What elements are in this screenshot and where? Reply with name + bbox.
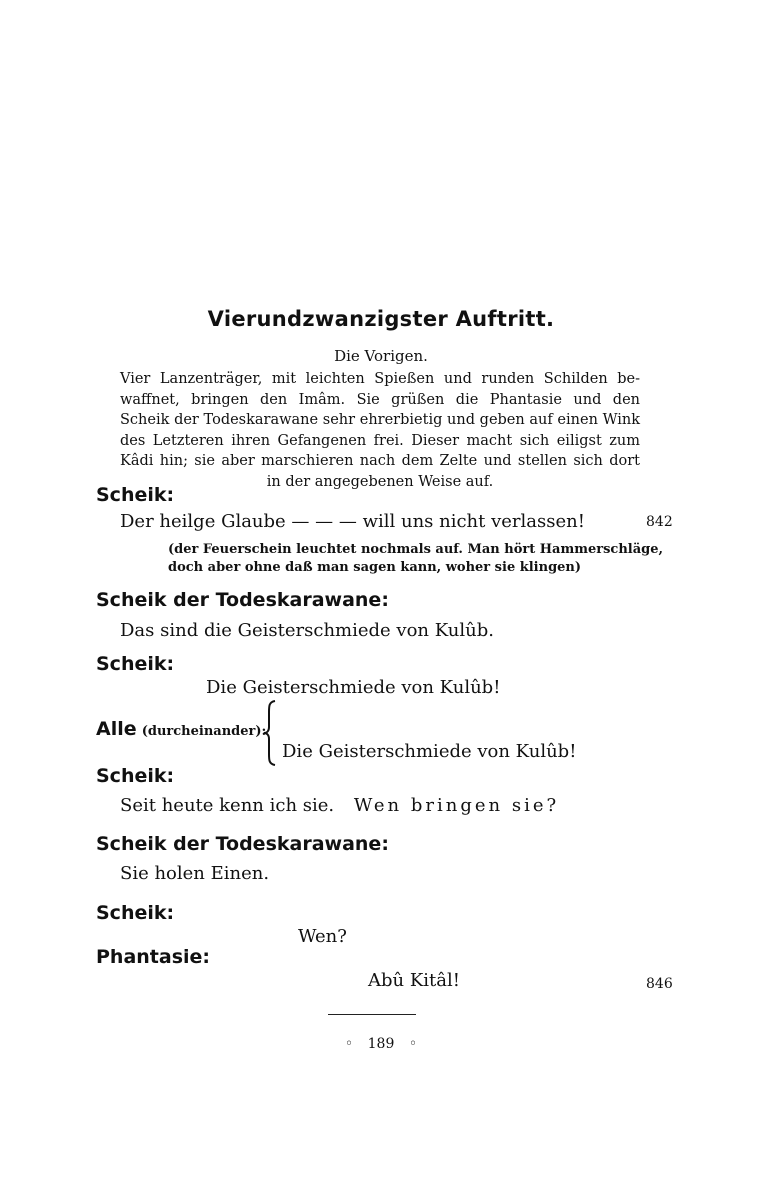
line-number: 842 [646, 514, 673, 530]
stage-direction-inline: doch aber ohne daß man sagen kann, woher sie klingen) [168, 560, 582, 575]
stage-direction-line: Vier Lanzenträger, mit leichten Spießen und runden Schilden be- [120, 371, 640, 387]
page-number-value: 189 [367, 1036, 395, 1052]
speaker-label: Scheik: [96, 653, 175, 675]
speaker-label: Scheik der Todeskarawane: [96, 589, 389, 611]
verse-line: Die Geisterschmiede von Kulûb! [206, 677, 501, 698]
speaker-label: Scheik: [96, 765, 175, 787]
speaker-label: Scheik: [96, 902, 175, 924]
curly-brace-icon [262, 700, 278, 766]
verse-fragment: Seit heute kenn ich sie. [120, 795, 335, 816]
speaker-label: Scheik der Todeskarawane: [96, 833, 389, 855]
stage-direction-inline: (der Feuerschein leuchtet nochmals auf. Man hört Hammerschläge, [168, 542, 664, 557]
speaker-label: Alle [96, 718, 137, 740]
speaker-note: (durcheinander): [141, 724, 267, 739]
stage-direction-line: des Letzteren ihren Gefangenen frei. Dieser macht sich eiligst zum [120, 432, 640, 449]
verse-line: Abû Kitâl! [368, 970, 460, 991]
verse-line [120, 795, 559, 816]
line-number: 846 [646, 976, 673, 992]
speaker-label: Phantasie: [96, 946, 211, 968]
speaker-group [96, 718, 266, 740]
dramatis-personae: Die Vorigen. [334, 347, 428, 365]
ornament-icon: ◦ [344, 1036, 354, 1052]
verse-line: Der heilge Glaube — — — will uns nicht verlassen! [120, 511, 585, 532]
verse-fragment-spaced: Wen bringen sie? [353, 795, 560, 816]
verse-line: Wen? [298, 926, 347, 947]
stage-direction-line: Kâdi hin; sie aber marschieren nach dem Zelte und stellen sich dort [120, 453, 640, 469]
verse-line: Die Geisterschmiede von Kulûb! [282, 741, 577, 762]
footer-rule [328, 1014, 416, 1015]
scene-title: Vierundzwanzigster Auftritt. [207, 307, 555, 331]
verse-line: Das sind die Geisterschmiede von Kulûb. [120, 620, 494, 641]
verse-line: Sie holen Einen. [120, 863, 270, 884]
stage-direction-line: in der angegebenen Weise auf. [266, 473, 494, 490]
speaker-label: Scheik: [96, 484, 175, 506]
page-number [0, 1036, 762, 1052]
stage-direction [120, 369, 640, 492]
stage-direction-line: waffnet, bringen den Imâm. Sie grüßen die Phantasie und den [120, 391, 640, 408]
ornament-icon: ◦ [408, 1036, 418, 1052]
stage-direction-line: Scheik der Todeskarawane sehr ehrerbietig und geben auf einen Wink [120, 412, 640, 428]
